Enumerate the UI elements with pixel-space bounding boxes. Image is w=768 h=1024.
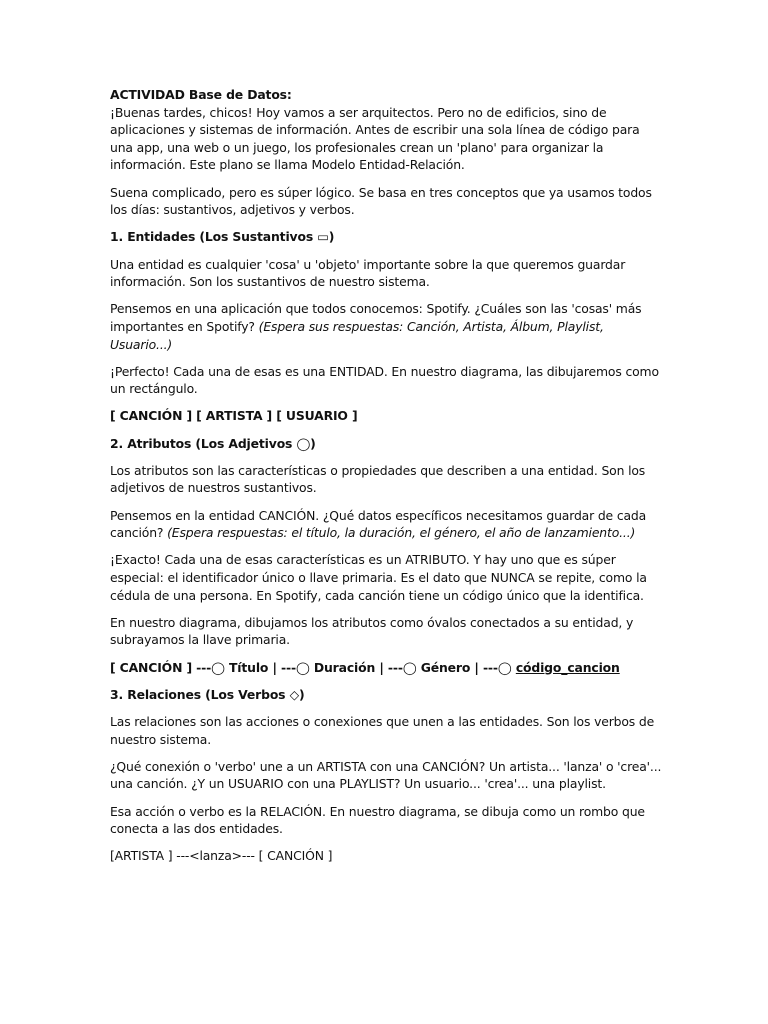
section-1-example: [ CANCIÓN ] [ ARTISTA ] [ USUARIO ] [110,408,358,424]
section-3-paragraph-1: Las relaciones son las acciones o conexiones que unen a las entidades. Son los verbos de nuestro sistema. [110,713,655,747]
section-3-paragraph-2: ¿Qué conexión o 'verbo' une a un ARTISTA con una CANCIÓN? Un artista... 'lanza' o 'crea'... una canción. ¿Y un USUARIO con una PLAYLIST? Un usuario... 'crea'... una playlist. [110,758,662,792]
section-2-example-prefix: [ CANCIÓN ] ---◯ Título | ---◯ Duración | ---◯ Género | ---◯ [110,659,516,675]
section-1-paragraph-1: Una entidad es cualquier 'cosa' u 'objeto' importante sobre la que queremos guardar información. Son los sustantivos de nuestro sistema. [110,256,626,290]
section-1-paragraph-3: ¡Perfecto! Cada una de esas es una ENTIDAD. En nuestro diagrama, las dibujaremos como un rectángulo. [110,363,659,397]
section-2-paragraph-2-italic: (Espera respuestas: el título, la duración, el género, el año de lanzamiento...) [167,525,636,541]
section-3-example: [ARTISTA ] ---<lanza>--- [ CANCIÓN ] [110,848,333,864]
section-2-paragraph-2 [110,507,665,542]
document-page [110,86,665,874]
section-2-paragraph-4: En nuestro diagrama, dibujamos los atributos como óvalos conectados a su entidad, y subrayamos la llave primaria. [110,614,634,648]
section-3-paragraph-3: Esa acción o verbo es la RELACIÓN. En nuestro diagrama, se dibuja como un rombo que conecta a las dos entidades. [110,803,645,837]
section-2-paragraph-2-text: Pensemos en la entidad CANCIÓN. ¿Qué datos específicos necesitamos guardar de cada canción? [110,507,647,541]
section-1-paragraph-2 [110,300,665,353]
primary-key-label: código_cancion [515,659,620,675]
section-2-heading: 2. Atributos (Los Adjetivos ◯) [110,435,316,451]
section-2-example [110,659,665,677]
intro-paragraph: ¡Buenas tardes, chicos! Hoy vamos a ser arquitectos. Pero no de edificios, sino de aplicaciones y sistemas de información. Antes de escribir una sola línea de código para una app, una web o un juego, los profesionales crean un 'plano' para organizar la información. Este plano se llama Modelo Entidad-Relación. [110,104,640,173]
section-2-paragraph-3: ¡Exacto! Cada una de esas características es un ATRIBUTO. Y hay uno que es súper especial: el identificador único o llave primaria. Es el dato que NUNCA se repite, como la cédula de una persona. En Spotify, cada canción tiene un código único que la identifica. [110,552,647,603]
intro-paragraph-2: Suena complicado, pero es súper lógico. Se basa en tres conceptos que ya usamos todos los días: sustantivos, adjetivos y verbos. [110,184,652,218]
document-title: ACTIVIDAD Base de Datos: [110,87,292,102]
section-1-paragraph-2-text: Pensemos en una aplicación que todos conocemos: Spotify. ¿Cuáles son las 'cosas' más importantes en Spotify? [110,301,642,334]
section-3-heading: 3. Relaciones (Los Verbos ◇) [110,686,305,702]
section-2-paragraph-1: Los atributos son las características o propiedades que describen a una entidad. Son los adjetivos de nuestros sustantivos. [110,462,646,496]
section-1-paragraph-2-italic: (Espera sus respuestas: Canción, Artista, Álbum, Playlist, Usuario...) [110,318,604,352]
section-1-heading: 1. Entidades (Los Sustantivos ▭) [110,229,335,245]
